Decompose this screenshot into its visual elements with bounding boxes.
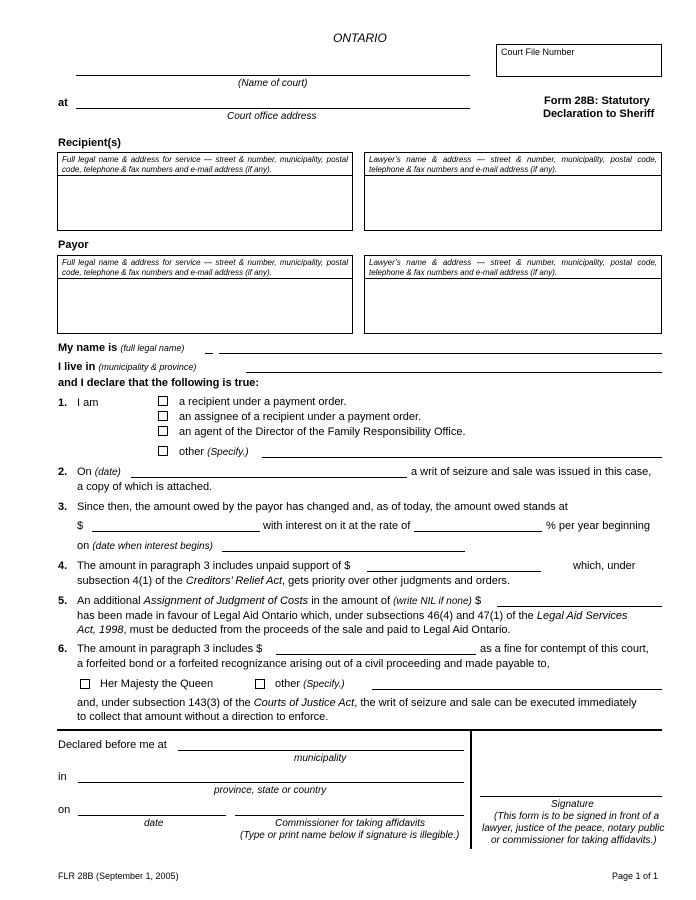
para3-number: 3.	[58, 501, 68, 513]
para2-text1: a writ of seizure and sale was issued in this case,	[411, 466, 652, 478]
para5-dollar: $	[471, 595, 482, 607]
payor-address-hint: Full legal name & address for service — street & number, municipality, postal code, telephone & fax numbers and e-mail address (if any).	[58, 256, 352, 279]
form-title-line1: Form 28B: Statutory	[544, 95, 650, 107]
para6-specify: (Specify.)	[303, 679, 345, 690]
recipient-lawyer-hint: Lawyer’s name & address — street & number, municipality, postal code, telephone & fax numbers and e-mail address (if any).	[365, 153, 661, 176]
declared-province-label: province, state or country	[214, 785, 327, 796]
amount-owed-line[interactable]	[92, 531, 260, 532]
option-recipient: a recipient under a payment order.	[179, 396, 347, 408]
para5-lsa: Legal Aid Services	[536, 610, 628, 622]
court-file-number-label: Court File Number	[501, 47, 575, 57]
para5-text2a: has been made in favour of Legal Aid Ontario which, under subsections 46(4) and 47(1) of the	[77, 610, 537, 622]
court-office-label: Court office address	[227, 111, 317, 122]
para3-interest: with interest on it at the rate of	[263, 520, 411, 532]
signature-note-1: (This form is to be signed in front of a	[494, 811, 660, 822]
recipient-address-hint: Full legal name & address for service — street & number, municipality, postal code, telephone & fax numbers and e-mail address (if any).	[58, 153, 352, 176]
para4-text2-row	[77, 575, 510, 587]
payor-address-box[interactable]	[57, 255, 353, 334]
i-live-in-row	[58, 361, 196, 373]
recipients-heading: Recipient(s)	[58, 137, 121, 149]
checkbox-other[interactable]	[158, 446, 168, 456]
checkbox-assignee[interactable]	[158, 411, 168, 421]
para2-text2: a copy of which is attached.	[77, 481, 213, 493]
signature-line[interactable]	[480, 796, 662, 797]
recipient-lawyer-box[interactable]	[364, 152, 662, 231]
declared-date-label: date	[144, 818, 164, 829]
para6-fine: as a fine for contempt of this court,	[480, 643, 649, 655]
para6-queen: Her Majesty the Queen	[100, 678, 214, 690]
para2-number: 2.	[58, 466, 68, 478]
para6-text3b: , the writ of seizure and sale can be executed immediately	[354, 697, 637, 709]
recipient-address-box[interactable]	[57, 152, 353, 231]
signature-note-2: lawyer, justice of the peace, notary public	[482, 823, 665, 834]
footer-form-id: FLR 28B (September 1, 2005)	[58, 871, 179, 881]
para5-assignment: Assignment of Judgment of Costs	[143, 595, 309, 607]
at-label: at	[58, 97, 68, 109]
para1-number: 1.	[58, 397, 68, 409]
full-legal-name-line[interactable]	[219, 353, 662, 354]
option-other-label: other	[179, 446, 205, 458]
option-other-specify: (Specify.)	[207, 447, 249, 458]
para6-text3-row	[77, 697, 637, 709]
my-name-row	[58, 342, 184, 354]
para3-text1: Since then, the amount owed by the payor has changed and, as of today, the amount owed stands at	[77, 501, 568, 513]
para2-date-hint: (date)	[94, 467, 121, 478]
option-agent-director: an agent of the Director of the Family Responsibility Office.	[179, 426, 466, 438]
para6-other: other	[275, 678, 301, 690]
court-office-line[interactable]	[76, 108, 470, 109]
option-other-row	[179, 446, 249, 458]
para2-on: On	[77, 466, 92, 478]
i-live-in-label: I live in	[58, 361, 96, 373]
declared-municipality-label: municipality	[294, 753, 347, 764]
footer-page: Page 1 of 1	[612, 871, 659, 881]
payor-lawyer-box[interactable]	[364, 255, 662, 334]
municipality-province-line[interactable]	[246, 372, 662, 373]
commissioner-label: Commissioner for taking affidavits	[275, 818, 426, 829]
payor-heading: Payor	[58, 239, 89, 251]
declared-section-divider	[57, 729, 662, 731]
checkbox-recipient[interactable]	[158, 396, 168, 406]
para3-on: on	[77, 540, 90, 552]
para4-text1: The amount in paragraph 3 includes unpaid support of $	[77, 560, 351, 572]
checkbox-her-majesty[interactable]	[80, 679, 90, 689]
para3-on-row	[77, 540, 213, 552]
para4-act: Creditors’ Relief Act	[185, 575, 283, 587]
para5-nil-hint: (write NIL if none)	[393, 596, 472, 607]
signature-label: Signature	[551, 799, 594, 810]
checkbox-agent-director[interactable]	[158, 426, 168, 436]
para4-which-under: which, under	[573, 560, 636, 572]
declared-province-line[interactable]	[78, 782, 464, 783]
option-assignee: an assignee of a recipient under a payment order.	[179, 411, 422, 423]
para6-text2: a forfeited bond or a forfeited recognizance arising out of a civil proceeding and made payable to,	[77, 658, 550, 670]
para6-number: 6.	[58, 643, 68, 655]
payor-lawyer-hint: Lawyer’s name & address — street & number, municipality, postal code, telephone & fax numbers and e-mail address (if any).	[365, 256, 661, 279]
commissioner-line[interactable]	[235, 815, 464, 816]
para5-text3a: Act, 1998	[77, 624, 124, 636]
name-of-court-line[interactable]	[76, 75, 470, 76]
para6-other-row	[275, 678, 345, 690]
para3-dollar: $	[77, 520, 84, 532]
para3-date-hint: (date when interest begins)	[92, 541, 213, 552]
writ-date-line[interactable]	[131, 477, 407, 478]
other-specify-line[interactable]	[262, 457, 662, 458]
my-name-label: My name is	[58, 342, 118, 354]
para6-cja: Courts of Justice Act	[253, 697, 355, 709]
para5-text3-row	[77, 624, 511, 636]
para4-text2a: subsection 4(1) of the	[77, 575, 186, 587]
para5-text1b: in the amount of	[308, 595, 394, 607]
signature-note-3: or commissioner for taking affidavits.)	[491, 835, 657, 846]
declared-before-me: Declared before me at	[58, 739, 167, 751]
para6-text4: to collect that amount without a direction to enforce.	[77, 711, 329, 723]
para4-number: 4.	[58, 560, 68, 572]
name-of-court-label: (Name of court)	[238, 78, 308, 89]
full-legal-name-hint: (full legal name)	[120, 343, 185, 353]
signature-divider	[470, 730, 472, 849]
para5-number: 5.	[58, 595, 68, 607]
declared-date-line[interactable]	[78, 815, 226, 816]
para6-text3a: and, under subsection 143(3) of the	[77, 697, 254, 709]
para5-text2-row	[77, 610, 628, 622]
assignment-amount-line[interactable]	[497, 606, 662, 607]
declared-in: in	[58, 771, 67, 783]
checkbox-para6-other[interactable]	[255, 679, 265, 689]
municipality-province-hint: (municipality & province)	[98, 362, 197, 372]
declared-on: on	[58, 804, 71, 816]
declare-statement: and I declare that the following is true:	[58, 377, 260, 389]
province-heading: ONTARIO	[333, 31, 387, 45]
unpaid-support-line[interactable]	[367, 571, 541, 572]
name-lead-line	[205, 353, 213, 354]
para4-text2b: , gets priority over other judgments and orders.	[282, 575, 511, 587]
para6-other-line[interactable]	[372, 689, 662, 690]
interest-date-line[interactable]	[222, 551, 465, 552]
commissioner-note: (Type or print name below if signature is illegible.)	[240, 830, 460, 841]
para5-text3b: , must be deducted from the proceeds of the sale and paid to Legal Aid Ontario.	[123, 624, 511, 636]
para5-text1a: An additional	[77, 595, 144, 607]
interest-rate-line[interactable]	[414, 531, 542, 532]
form-title-line2: Declaration to Sheriff	[543, 108, 655, 120]
court-file-number-box[interactable]	[496, 44, 662, 77]
para1-i-am: I am	[77, 397, 99, 409]
para5-text1-row	[77, 595, 481, 607]
para6-text1: The amount in paragraph 3 includes $	[77, 643, 263, 655]
para3-per-year: % per year beginning	[546, 520, 650, 532]
declared-municipality-line[interactable]	[178, 750, 464, 751]
para2-on-row	[77, 466, 121, 478]
fine-amount-line[interactable]	[276, 654, 476, 655]
